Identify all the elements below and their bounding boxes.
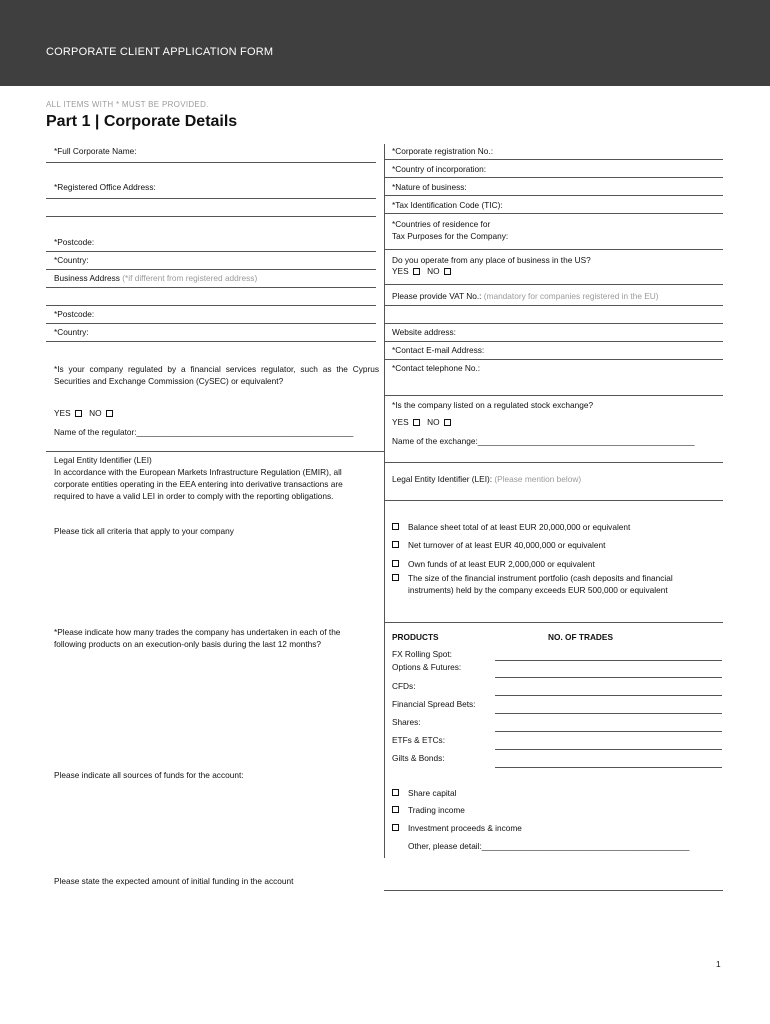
- vat-line[interactable]: [384, 305, 723, 306]
- postcode2-label: *Postcode:: [54, 309, 95, 319]
- exchange-name-field[interactable]: Name of the exchange:_______________________________________________: [392, 436, 695, 446]
- trades-header: NO. OF TRADES: [548, 632, 613, 642]
- full-name-label: *Full Corporate Name:: [54, 146, 137, 156]
- website-line[interactable]: [384, 341, 723, 342]
- other-detail-field[interactable]: Other, please detail:_____________________________________________: [408, 841, 690, 851]
- sources-question: Please indicate all sources of funds for the account:: [54, 770, 244, 780]
- trades-question: *Please indicate how many trades the company has undertaken in each of the following products on an execution-only basis during the last 12 months?: [54, 627, 341, 649]
- business-address-line[interactable]: [46, 305, 376, 306]
- regulated-question: *Is your company regulated by a financial services regulator, such as the Cyprus Securities and Exchange Commission (CySEC) or equivalent?: [54, 364, 379, 386]
- source-item: Share capital: [408, 788, 457, 798]
- us-options: YES NO: [392, 265, 451, 277]
- tic-label: *Tax Identification Code (TIC):: [392, 200, 503, 210]
- mandatory-note: ALL ITEMS WITH * MUST BE PROVIDED.: [46, 100, 209, 109]
- lei-text: In accordance with the European Markets Infrastructure Regulation (EMIR), all corporate entities operating in the EEA entering into derivative transactions are required to have a valid LEI in order to comply with the reporting obligations.: [54, 467, 343, 501]
- business-address-hint: (*if different from registered address): [122, 273, 258, 283]
- product-label: CFDs:: [392, 681, 416, 691]
- listed-question: *Is the company listed on a regulated stock exchange?: [392, 400, 594, 410]
- section-divider: [384, 462, 723, 463]
- us-line: [384, 284, 723, 285]
- source-item: Investment proceeds & income: [408, 823, 522, 833]
- criteria-checkbox[interactable]: [392, 523, 399, 530]
- country2-label: *Country:: [54, 327, 89, 337]
- address-line[interactable]: [46, 216, 376, 217]
- reg-no-line[interactable]: [384, 159, 723, 160]
- source-checkbox[interactable]: [392, 789, 399, 796]
- product-label: Shares:: [392, 717, 421, 727]
- criteria-checkbox[interactable]: [392, 560, 399, 567]
- criteria-item: The size of the financial instrument portfolio (cash deposits and financial instruments) held by the company exceeds EUR 500,000 or equivalent: [408, 573, 673, 595]
- product-label: Financial Spread Bets:: [392, 699, 476, 709]
- phone-line[interactable]: [384, 395, 723, 396]
- country-label: *Country:: [54, 255, 89, 265]
- postcode-line[interactable]: [46, 251, 376, 252]
- criteria-item: Balance sheet total of at least EUR 20,000,000 or equivalent: [408, 522, 631, 532]
- country-inc-line[interactable]: [384, 177, 723, 178]
- listed-yes-checkbox[interactable]: [413, 419, 420, 426]
- regulator-name-field[interactable]: Name of the regulator:_______________________________________________: [54, 427, 354, 437]
- page-number: 1: [716, 959, 721, 969]
- address-line[interactable]: [46, 198, 376, 199]
- tick-criteria-label: Please tick all criteria that apply to your company: [54, 526, 234, 536]
- nature-line[interactable]: [384, 195, 723, 196]
- part-title: Part 1 | Corporate Details: [46, 113, 238, 130]
- trades-input-line[interactable]: [495, 713, 722, 714]
- postcode2-line[interactable]: [46, 323, 376, 324]
- phone-label: *Contact telephone No.:: [392, 363, 481, 373]
- lei-label: Legal Entity Identifier (LEI): (Please mention below): [392, 474, 582, 484]
- form-title: CORPORATE CLIENT APPLICATION FORM: [46, 46, 274, 58]
- vat-hint: (mandatory for companies registered in the EU): [483, 291, 659, 301]
- product-label: Gilts & Bonds:: [392, 753, 445, 763]
- email-line[interactable]: [384, 359, 723, 360]
- criteria-item: Own funds of at least EUR 2,000,000 or equivalent: [408, 559, 595, 569]
- tic-line[interactable]: [384, 213, 723, 214]
- product-label: Options & Futures:: [392, 662, 462, 672]
- country2-line[interactable]: [46, 341, 376, 342]
- source-checkbox[interactable]: [392, 806, 399, 813]
- residence-line[interactable]: [384, 249, 723, 250]
- lei-title: Legal Entity Identifier (LEI): [54, 455, 152, 465]
- website-label: Website address:: [392, 327, 456, 337]
- reg-no-label: *Corporate registration No.:: [392, 146, 493, 156]
- trades-input-line[interactable]: [495, 749, 722, 750]
- listed-options: YES NO: [392, 416, 451, 428]
- country-line[interactable]: [46, 269, 376, 270]
- residence-label-1: *Countries of residence for: [392, 219, 491, 229]
- lei-line[interactable]: [384, 500, 723, 501]
- regulated-options: YES NO: [54, 407, 113, 419]
- listed-no-checkbox[interactable]: [444, 419, 451, 426]
- criteria-checkbox[interactable]: [392, 574, 399, 581]
- regulated-yes-checkbox[interactable]: [75, 410, 82, 417]
- email-label: *Contact E-mail Address:: [392, 345, 485, 355]
- country-inc-label: *Country of incorporation:: [392, 164, 487, 174]
- vat-line-2[interactable]: [384, 323, 723, 324]
- postcode-label: *Postcode:: [54, 237, 95, 247]
- trades-input-line[interactable]: [495, 695, 722, 696]
- us-question: Do you operate from any place of business in the US?: [392, 255, 591, 265]
- us-yes-checkbox[interactable]: [413, 268, 420, 275]
- column-divider: [384, 144, 385, 858]
- trades-input-line[interactable]: [495, 677, 722, 678]
- lei-hint: (Please mention below): [494, 474, 582, 484]
- reg-office-label: *Registered Office Address:: [54, 182, 156, 192]
- business-address-label: Business Address (*if different from registered address): [54, 273, 258, 283]
- business-address-line[interactable]: [46, 287, 376, 288]
- product-label: FX Rolling Spot:: [392, 649, 452, 659]
- nature-label: *Nature of business:: [392, 182, 467, 192]
- funding-line[interactable]: [384, 890, 723, 891]
- full-name-line[interactable]: [46, 162, 376, 163]
- trades-input-line[interactable]: [495, 767, 722, 768]
- source-item: Trading income: [408, 805, 465, 815]
- trades-input-line[interactable]: [495, 731, 722, 732]
- source-checkbox[interactable]: [392, 824, 399, 831]
- section-divider: [384, 622, 723, 623]
- regulated-no-checkbox[interactable]: [106, 410, 113, 417]
- section-divider: [46, 451, 384, 452]
- criteria-item: Net turnover of at least EUR 40,000,000 or equivalent: [408, 540, 606, 550]
- us-no-checkbox[interactable]: [444, 268, 451, 275]
- trades-input-line[interactable]: [495, 660, 722, 661]
- funding-question: Please state the expected amount of initial funding in the account: [54, 876, 294, 886]
- vat-label: Please provide VAT No.: (mandatory for companies registered in the EU): [392, 291, 659, 301]
- products-header: PRODUCTS: [392, 632, 439, 642]
- criteria-checkbox[interactable]: [392, 541, 399, 548]
- form-header: [0, 0, 770, 86]
- residence-label-2: Tax Purposes for the Company:: [392, 231, 509, 241]
- product-label: ETFs & ETCs:: [392, 735, 446, 745]
